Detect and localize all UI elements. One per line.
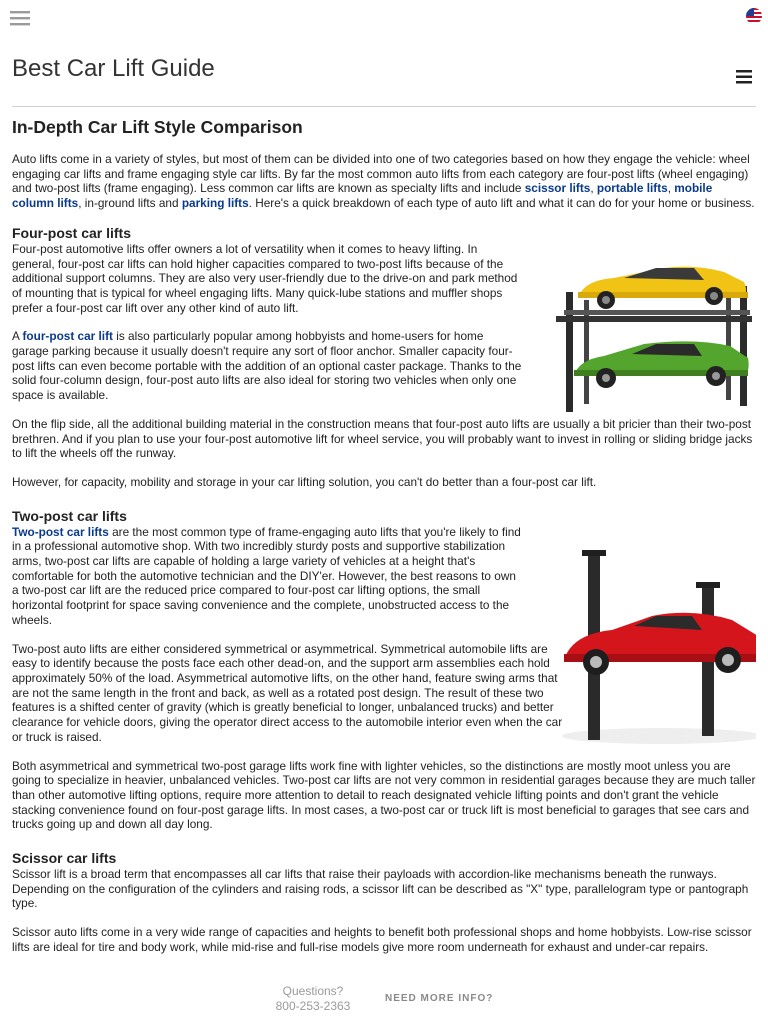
two-post-paragraph-1: [12, 525, 522, 628]
questions-contact[interactable]: [262, 984, 364, 1014]
scissor-paragraph-2: Scissor auto lifts come in a very wide range of capacities and heights to benefit both professional shops and home hobbyists. Low-rise scissor lifts are ideal for tire and body work, while mid-rise and full-rise models give more room underneath for exhaust and under-car repairs.: [12, 925, 752, 954]
site-title[interactable]: Best Car Lift Guide: [12, 55, 215, 82]
us-flag-icon[interactable]: [746, 8, 762, 24]
phone-number[interactable]: 800-253-2363: [275, 999, 351, 1013]
article-title: In-Depth Car Lift Style Comparison: [12, 117, 303, 137]
text: A: [12, 329, 23, 344]
two-post-lift-image: [552, 550, 756, 750]
two-post-paragraph-2: [12, 642, 572, 745]
two-post-paragraph-3: Both asymmetrical and symmetrical two-post garage lifts work fine with lighter vehicles, so the distinctions are mostly moot unless you are going to specialize in heavier, unbalanced vehicles. Two-post car lifts are not very common in residential garages because they are much taller than other automotive lifting options, require more attention to detail to reach designated vehicle lifting points and don't grant the vehicle stacking convenience found on four-post garage lifts. In most cases, a two-post car or truck lift is most beneficial to garages that see cars and trucks going up and down all day long.: [12, 758, 756, 832]
portable-lifts-link[interactable]: portable lifts: [596, 181, 668, 196]
intro-sep: ,: [590, 181, 597, 196]
four-post-lift-image: [544, 256, 756, 416]
text: is also particularly popular among hobbyists and home-users for home garage parking because it usually doesn't require any sort of floor anchor. Smaller capacity four-post lifts can even become portable with the addition of an optional caster package. Thanks to the solid four-column design, four-post auto lifts are also ideal for storing two vehicles when only one space is available.: [12, 329, 522, 403]
intro-text: . Here's a quick breakdown of each type of auto lift and what it can do for your home or business.: [248, 196, 755, 211]
four-post-paragraph-4: However, for capacity, mobility and storage in your car lifting solution, you can't do better than a four-post car lift.: [12, 474, 597, 489]
site-header: [12, 55, 756, 107]
four-post-section: [12, 225, 522, 403]
mobile-column-lifts-link[interactable]: mobile column lifts: [12, 181, 713, 211]
four-post-paragraph-2: [12, 329, 522, 403]
text: Two-post auto lifts are either considered symmetrical or asymmetrical. Symmetrical automobile lifts are easy to identify because the posts face each other dead-on, and the support arm assemblies each hold approximately 50% of the load. Asymmetrical automotive lifts, on the other hand, feature swing arms that are not the same length in the front and back, as well as a rotated post design. The result of these two features is a shifted center of gravity (which is greatly beneficial to longer, unbalanced trucks) and better clearance for vehicle doors, giving the operator direct access to the automobile interior even when the car or truck is raised.: [12, 641, 563, 744]
hamburger-menu-icon[interactable]: [736, 70, 752, 84]
intro-sep: ,: [667, 181, 675, 196]
two-post-top: [12, 508, 522, 628]
need-more-info-button[interactable]: NEED MORE INFO?: [385, 993, 494, 1004]
four-post-heading: Four-post car lifts: [12, 224, 132, 241]
intro-text: , in-ground lifts and: [78, 196, 182, 211]
scissor-paragraph-1: Scissor lift is a broad term that encompasses all car lifts that raise their payloads with accordion-like mechanisms beneath the runways. Depending on the configuration of the cylinders and raising rods, a scissor lift can be described as "X" type, parallelogram type or pantograph type.: [12, 867, 749, 911]
four-post-paragraph-3: On the flip side, all the additional building material in the construction means that four-post auto lifts are usually a bit pricier than their two-post brethren. And if you plan to use your four-post automotive lift for wheel service, you will probably want to invest in rolling or sliding bridge jacks to lift the wheels off the runway.: [12, 416, 753, 461]
questions-label: Questions?: [282, 984, 344, 998]
intro-paragraph: [12, 152, 756, 211]
top-bar: [0, 0, 768, 40]
scissor-heading: Scissor car lifts: [12, 850, 117, 867]
parking-lifts-link[interactable]: parking lifts: [181, 196, 249, 211]
two-post-car-lifts-link[interactable]: Two-post car lifts: [12, 524, 109, 539]
four-post-car-lift-link[interactable]: four-post car lift: [22, 329, 113, 344]
scissor-lifts-link[interactable]: scissor lifts: [524, 181, 591, 196]
text: are the most common type of frame-engaging auto lifts that you're likely to find in a professional automotive shop. With two incredibly sturdy posts and supportive stabilization arms, two-post car lifts are capable of holding a large variety of vehicles at a height that's comfortable for both the automotive technician and the DIY'er. However, the best reasons to own a two-post car lift are the reduced price compared to four-post car lifting options, the small horizontal footprint for space saving convenience and the complete, unobstructed access to the wheels.: [12, 524, 521, 627]
two-post-heading: Two-post car lifts: [12, 507, 127, 524]
four-post-paragraph-1: Four-post automotive lifts offer owners a lot of versatility when it comes to heavy lifting. In general, four-post car lifts can hold higher capacities compared to two-post lifts because of the additional support columns. They are also very user-friendly due to the drive-on and park method of mounting that is typical for wheel engaging lifts. Many quick-lube stations and muffler shops prefer a four-post car lift over any other kind of auto lift.: [12, 241, 518, 315]
scissor-section: [12, 850, 756, 955]
footer-bar: [0, 980, 768, 1024]
intro-text: Auto lifts come in a variety of styles, but most of them can be divided into one of two categories based on how they engage the vehicle: wheel engaging car lifts and frame engaging style car lifts. By far the most common auto lifts from each category are four-post lifts (wheel engaging) and two-post lifts (frame engaging). Less common car lifts are known as specialty lifts and include: [12, 152, 750, 196]
menu-icon[interactable]: [10, 10, 30, 26]
article-content: [12, 116, 756, 976]
